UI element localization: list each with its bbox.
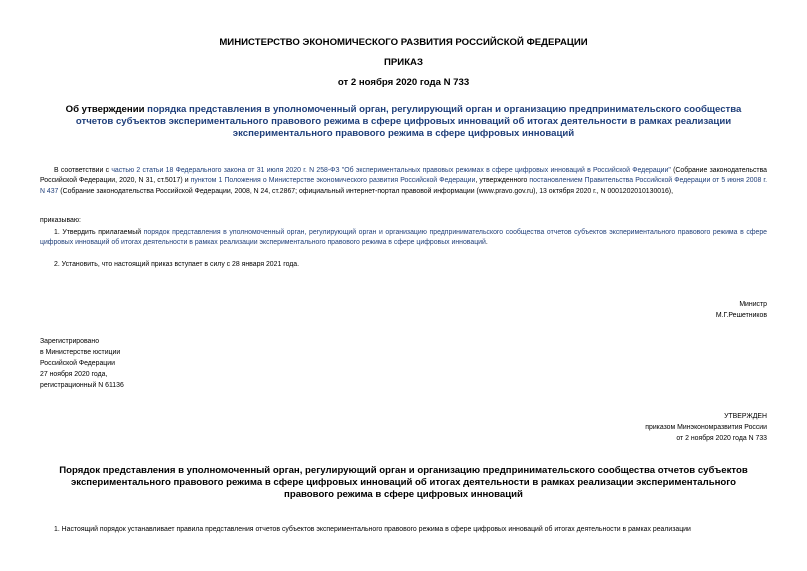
registration-line-2: в Министерстве юстиции xyxy=(40,349,121,356)
preamble-text-4: (Собрание законодательства Российской Федерации, 2008, N 24, ст.2867; официальный интернет-портал правовой информации (www.pravo.gov.ru), 13 октября 2020 г., N 0001202010130016), xyxy=(58,187,674,195)
preamble-paragraph xyxy=(40,166,767,197)
order-title-prefix: Об утверждении xyxy=(65,104,148,115)
preamble-text-2: (Собрание законодательства Российской Федерации, 2020, N 31, ст.5017) и xyxy=(40,167,767,185)
registration-line-1: Зарегистрировано xyxy=(40,338,100,345)
order-title xyxy=(50,104,757,140)
ministry-heading: МИНИСТЕРСТВО ЭКОНОМИЧЕСКОГО РАЗВИТИЯ РОССИЙСКОЙ ФЕДЕРАЦИИ xyxy=(219,37,588,48)
approval-line-3: от 2 ноября 2020 года N 733 xyxy=(676,435,767,442)
approval-line-2: приказом Минэкономразвития России xyxy=(645,424,767,431)
signatory-position: Министр xyxy=(739,301,767,308)
federal-law-link[interactable]: частью 2 статьи 18 Федерального закона от 31 июля 2020 г. N 258-ФЗ "Об экспериментальных правовых режимах в сфере цифровых инноваций в Российской Федерации" xyxy=(111,167,671,174)
order-item-1 xyxy=(40,228,767,249)
procedure-link[interactable]: порядок представления в уполномоченный орган, регулирующий орган и организацию предпринимательского сообщества отчетов субъектов экспериментального правового режима в сфере цифровых инноваций об итогах деятельности в рамках реализации экспериментального правового режима в сфере цифровых инноваций xyxy=(40,229,767,247)
signature-block xyxy=(716,299,767,321)
preamble-text-3: , утвержденного xyxy=(475,177,530,185)
approval-block xyxy=(645,411,767,444)
registration-line-4: 27 ноября 2020 года, xyxy=(40,371,108,378)
preamble-text-1: В соответствии с xyxy=(54,167,112,174)
order-title-link[interactable]: порядка представления в уполномоченный орган, регулирующий орган и организацию предпринимательского сообщества отчетов субъектов экспериментального правового режима в сфере цифровых инноваций об итогах деятельности в рамках реализации экспериментального правового режима в сфере цифровых инноваций xyxy=(75,104,742,139)
ministry-regulation-link[interactable]: пунктом 1 Положения о Министерстве экономического развития Российской Федерации xyxy=(190,177,476,185)
government-resolution-link[interactable]: постановлением Правительства Российской Федерации от 5 июня 2008 г. N 437 xyxy=(40,177,767,195)
approval-line-1: УТВЕРЖДЕН xyxy=(724,413,767,420)
registration-block xyxy=(40,336,124,391)
document-date-number: от 2 ноября 2020 года N 733 xyxy=(337,77,470,88)
document-type: ПРИКАЗ xyxy=(384,57,423,68)
item1-text-1: 1. Утвердить прилагаемый xyxy=(54,229,144,236)
registration-line-3: Российской Федерации xyxy=(40,360,115,367)
registration-line-5: регистрационный N 61136 xyxy=(40,382,124,389)
signatory-name: М.Г.Решетников xyxy=(715,312,767,319)
order-word: приказываю: xyxy=(40,217,81,224)
item1-text-2: . xyxy=(485,239,488,247)
procedure-item-1: 1. Настоящий порядок устанавливает правила представления отчетов субъектов экспериментального правового режима в сфере цифровых инноваций об итогах деятельности в рамках реализации xyxy=(54,526,691,533)
procedure-title: Порядок представления в уполномоченный орган, регулирующий орган и организацию предпринимательского сообщества отчетов субъектов экспериментального правового режима в сфере цифровых инноваций об итогах деятельности в рамках реализации экспериментального правового режима в сфере цифровых инноваций xyxy=(59,465,748,500)
order-item-2: 2. Установить, что настоящий приказ вступает в силу с 28 января 2021 года. xyxy=(54,261,300,268)
